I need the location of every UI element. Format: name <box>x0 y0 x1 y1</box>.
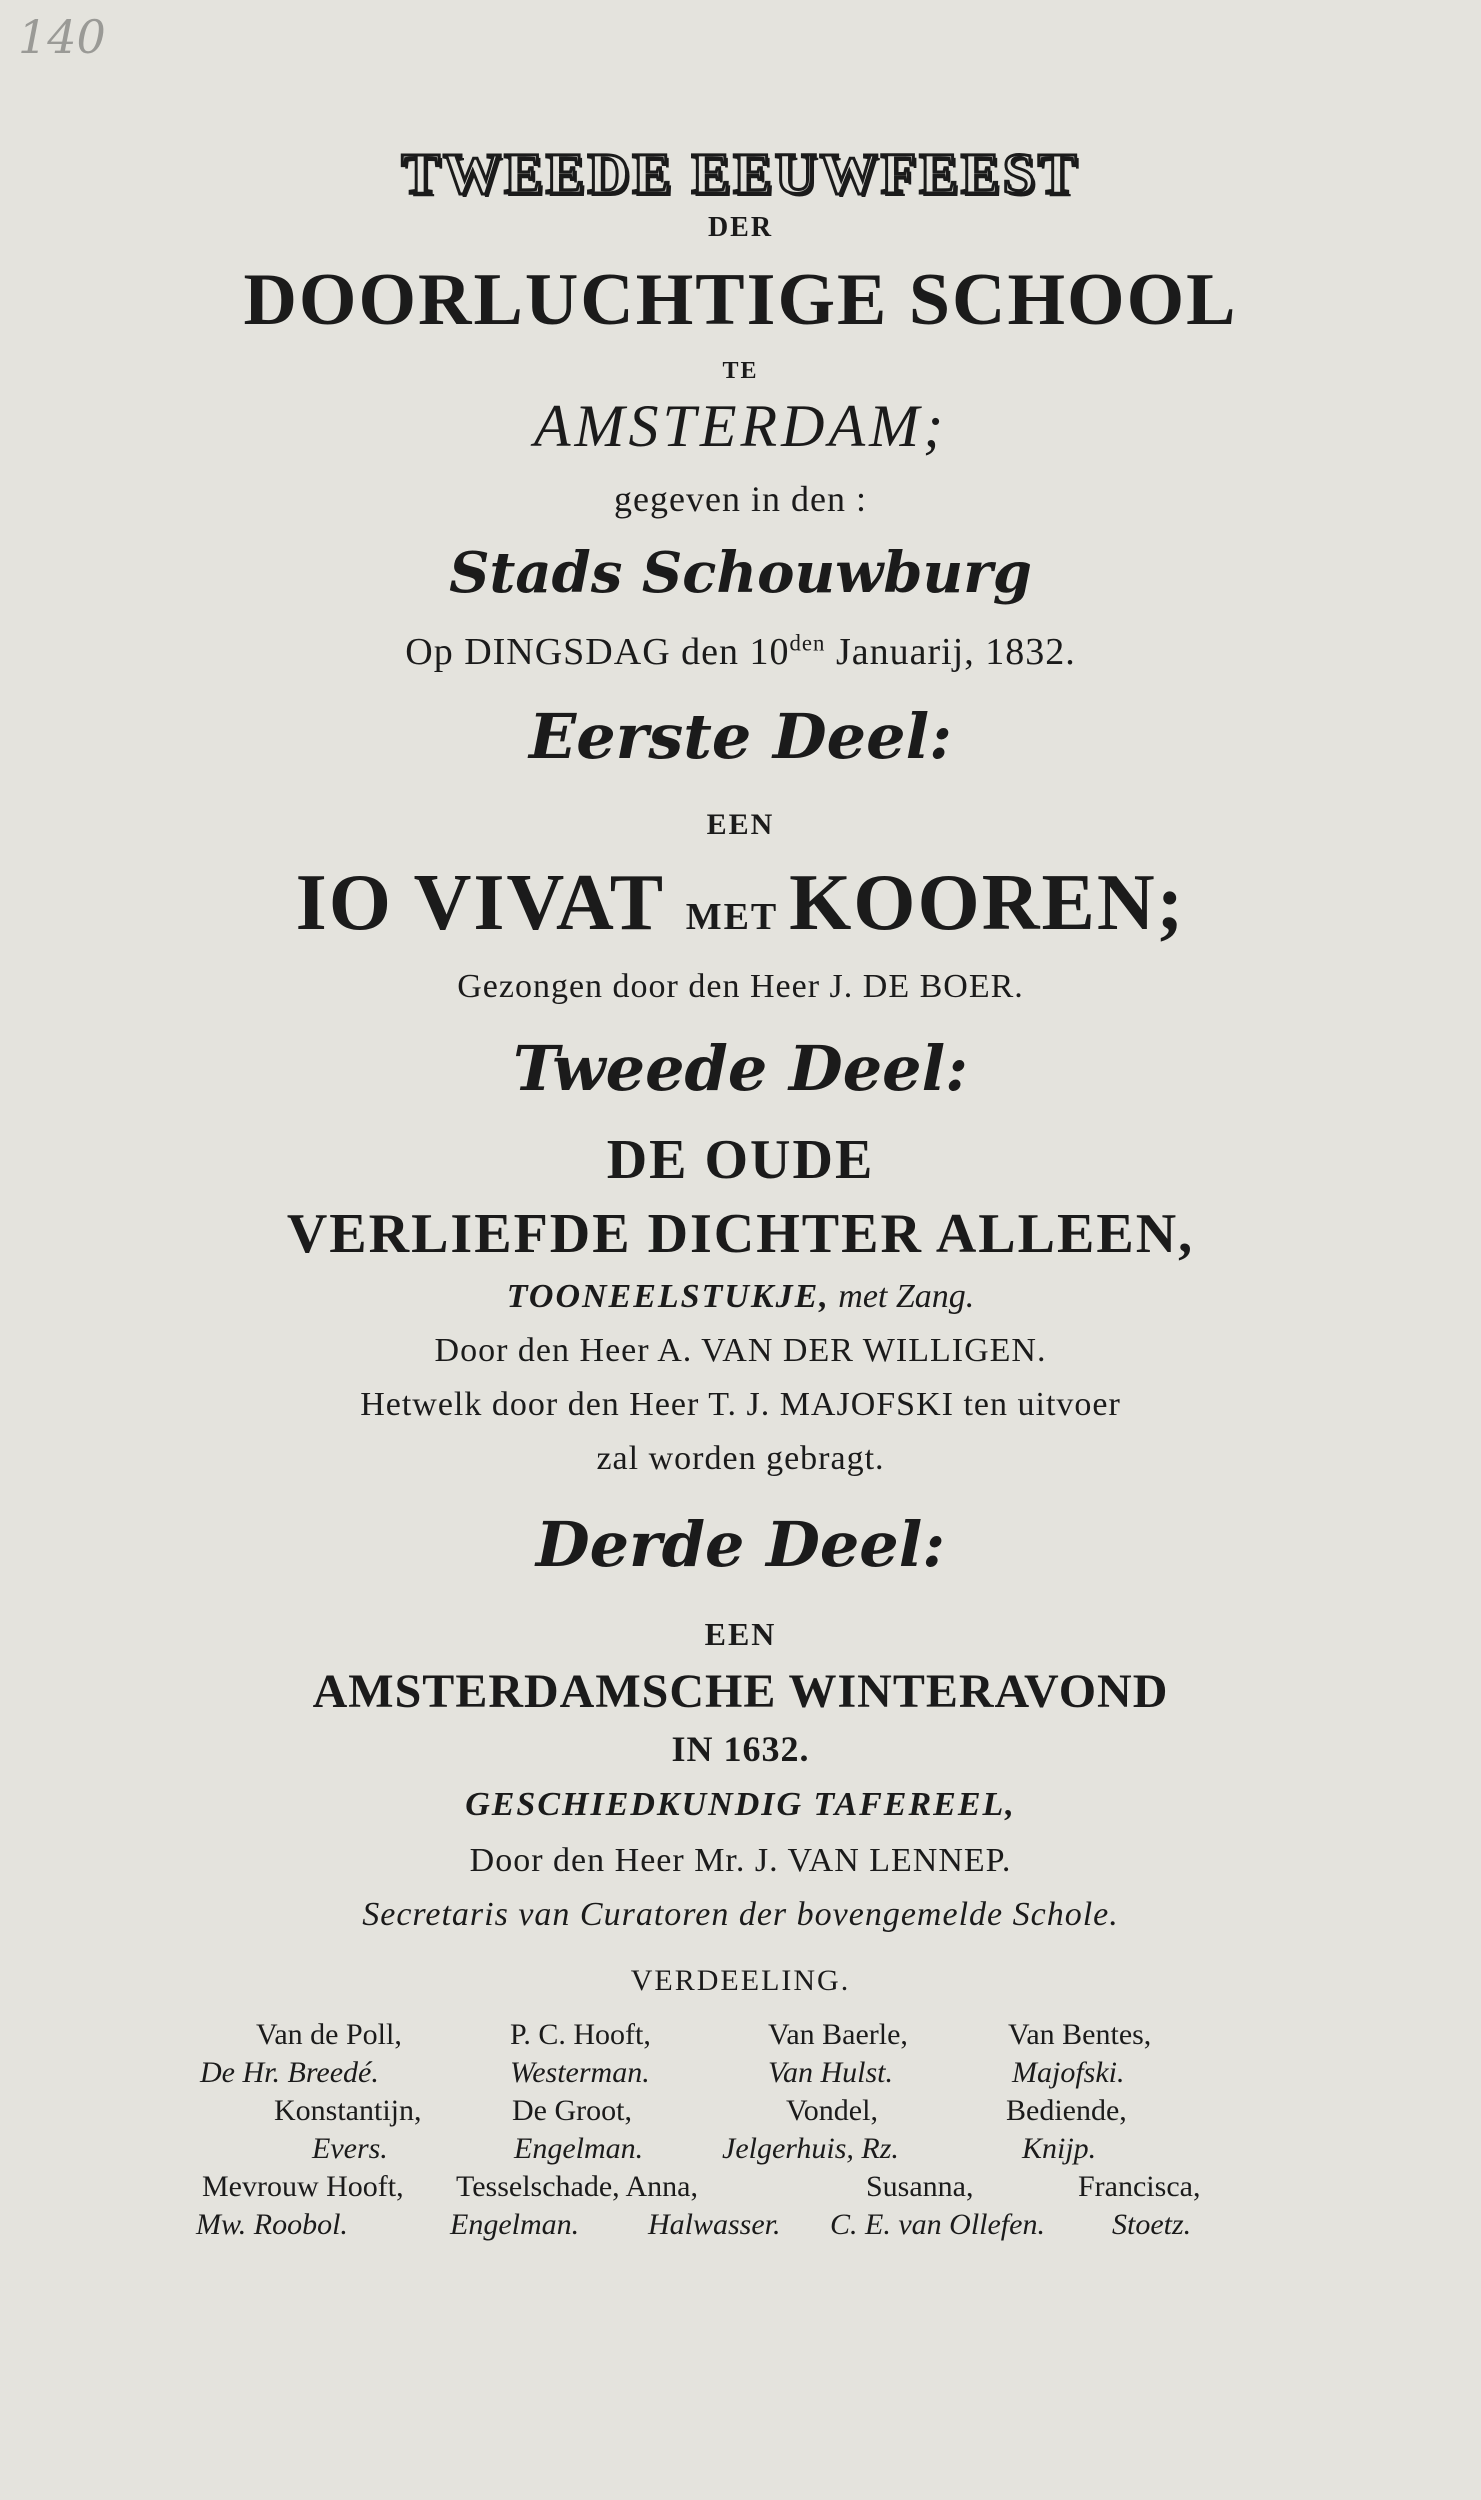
part-2-title-1: DE OUDE <box>606 1129 875 1191</box>
part-3-subtitle: GESCHIEDKUNDIG TAFEREEL, <box>465 1786 1016 1823</box>
part-2-title-2: VERLIEFDE DICHTER ALLEEN, <box>286 1203 1195 1265</box>
cast-row <box>0 2132 1481 2172</box>
title-line-3: DOORLUCHTIGE SCHOOL <box>243 259 1238 341</box>
cast-actor: Stoetz. <box>1112 2208 1192 2241</box>
cast-role: De Groot, <box>512 2094 632 2127</box>
part-2-credit-1: Door den Heer A. VAN DER WILLIGEN. <box>434 1332 1047 1369</box>
cast-actor: Westerman. <box>510 2056 650 2089</box>
cast-role: Bediende, <box>1006 2094 1127 2127</box>
cast-role: Francisca, <box>1078 2170 1201 2203</box>
cast-role: Tesselschade, Anna, <box>456 2170 698 2203</box>
venue-name: Stads Schouwburg <box>449 540 1032 606</box>
part-3-title-2: IN 1632. <box>671 1729 810 1769</box>
cast-actor: Jelgerhuis, Rz. <box>722 2132 899 2165</box>
part-1-intro: EEN <box>706 808 775 841</box>
part-2-credit-3: zal worden gebragt. <box>596 1440 885 1477</box>
cast-actor: Majofski. <box>1012 2056 1125 2089</box>
cast-actor: Halwasser. <box>648 2208 781 2241</box>
part-1-title: IO VIVAT MET KOOREN; <box>295 859 1186 947</box>
cast-actor: De Hr. Breedé. <box>200 2056 379 2089</box>
venue-intro: gegeven in den : <box>614 479 867 519</box>
cast-actor: Engelman. <box>514 2132 644 2165</box>
cast-actor: C. E. van Ollefen. <box>830 2208 1045 2241</box>
part-1-heading: Eerste Deel: <box>528 700 953 773</box>
cast-role: P. C. Hooft, <box>510 2018 651 2051</box>
cast-role: Van Baerle, <box>768 2018 908 2051</box>
cast-row <box>0 2094 1481 2134</box>
part-3-credit-2: Secretaris van Curatoren der bovengemelde Schole. <box>362 1896 1119 1933</box>
cast-heading: VERDEELING. <box>630 1964 851 1997</box>
pencil-page-number: 140 <box>18 10 106 64</box>
part-2-heading: Tweede Deel: <box>512 1032 969 1105</box>
cast-actor: Van Hulst. <box>768 2056 894 2089</box>
cast-row <box>0 2170 1481 2210</box>
part-1-credit: Gezongen door den Heer J. DE BOER. <box>457 968 1024 1005</box>
part-3-intro: EEN <box>704 1616 777 1652</box>
part-3-title-1: AMSTERDAMSCHE WINTERAVOND <box>312 1665 1169 1718</box>
part-2-credit-2: Hetwelk door den Heer T. J. MAJOFSKI ten uitvoer <box>360 1386 1121 1423</box>
part-2-subtitle: TOONEELSTUKJE, met Zang. <box>506 1278 975 1315</box>
cast-actor: Evers. <box>312 2132 388 2165</box>
cast-actor: Engelman. <box>450 2208 580 2241</box>
cast-row <box>0 2208 1481 2248</box>
cast-role: Mevrouw Hooft, <box>202 2170 404 2203</box>
title-line-4: TE <box>722 358 759 384</box>
cast-actor: Knijp. <box>1022 2132 1097 2165</box>
performance-date: Op DINGSDAG den $10^{den}$ Januarij, 1832. <box>405 630 1076 673</box>
cast-role: Konstantijn, <box>274 2094 422 2127</box>
cast-row <box>0 2018 1481 2058</box>
cast-role: Susanna, <box>866 2170 974 2203</box>
cast-role: Van Bentes, <box>1008 2018 1152 2051</box>
part-3-heading: Derde Deel: <box>535 1508 946 1581</box>
title-line-1: TWEEDE EEUWFEEST <box>401 141 1080 206</box>
cast-role: Vondel, <box>786 2094 878 2127</box>
cast-row <box>0 2056 1481 2096</box>
cast-actor: Mw. Roobol. <box>196 2208 348 2241</box>
city-name: AMSTERDAM; <box>533 393 948 459</box>
title-line-2: DER <box>707 212 774 243</box>
cast-role: Van de Poll, <box>256 2018 402 2051</box>
part-3-credit-1: Door den Heer Mr. J. VAN LENNEP. <box>469 1842 1012 1879</box>
